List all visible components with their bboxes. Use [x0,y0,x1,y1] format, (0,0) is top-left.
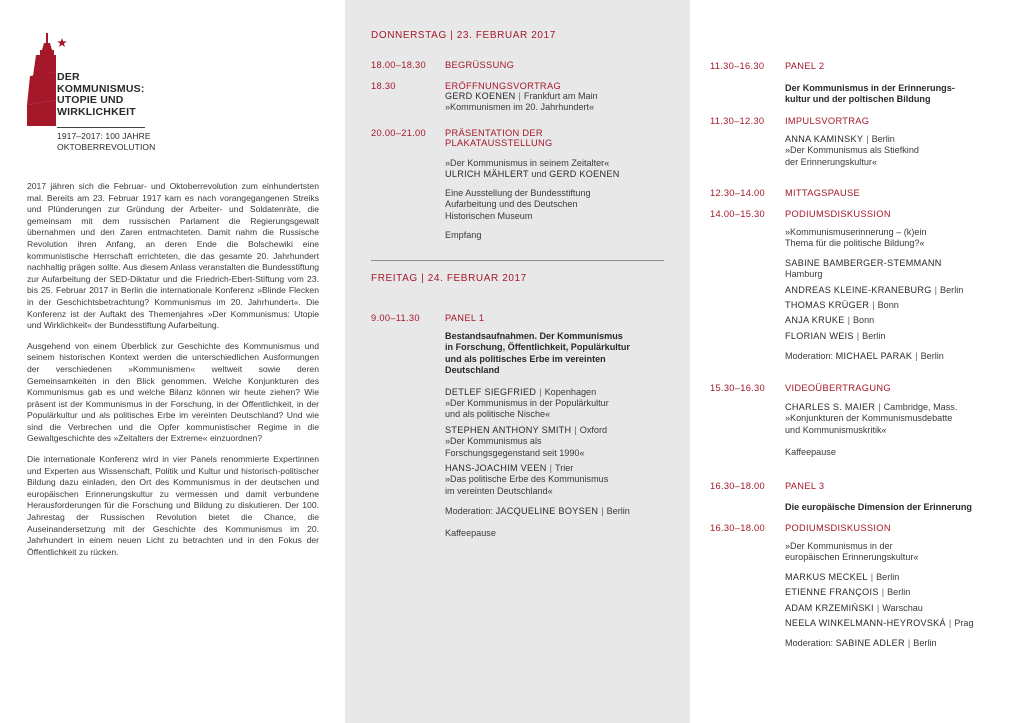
speaker-place: Kopenhagen [544,386,597,397]
panelist-place: Berlin [887,587,911,598]
exhibition-desc: Eine Ausstellung der Bundesstiftung [445,187,591,198]
panelist-place: Bonn [877,300,899,311]
event-title: IMPULSVORTRAG [785,116,870,126]
event-title: PANEL 3 [785,481,825,491]
talk-title: Thema für die politische Bildung?« [785,238,925,249]
speaker-place: Oxford [579,424,608,435]
moderator-place: Berlin [913,638,937,649]
event-title: PLAKATAUSSTELLUNG [445,138,553,148]
intro-paragraph-2: Ausgehend von einem Überblick zur Geschichte des Kommunismus und seinem historischen Kontext werden die unterschiedlichen Ausformungen der verschiedenen »Kommunismen« weltweit sowie deren Gemeinsamkeiten in den Blick genommen. Welche Konjunkturen des Kommunismus gab es und welche Bilanz können wir heute ziehen? Wie präsent ist der Kommunismus in der Forschung, in der Öffentlichkeit, in der Populärkultur und als politisches Erbe im vereinten Deutschland? Und wie sind die Verbrechen und die Opfer kommunistischer Regime in die Gewaltgeschichte des »Zeitalters der Extreme« einzuordnen? [27,340,319,444]
thursday-header: DONNERSTAG | 23. FEBRUAR 2017 [371,30,556,41]
talk-title: »Kommunismen im 20. Jahrhundert« [445,102,595,113]
panel-topic: Die europäische Dimension der Erinnerung [785,502,972,512]
speaker-name: CHARLES S. MAIER [785,402,876,412]
panel-topic: Deutschland [445,365,500,376]
event-time: 20.00–21.00 [371,128,427,138]
speaker-name: GERD KOENEN [549,169,620,180]
event-title: VIDEOÜBERTRAGUNG [785,383,891,393]
panelist-name: NEELA WINKELMANN-HEYROVSKÁ [785,618,946,629]
panelist-name: THOMAS KRÜGER [785,300,870,311]
exhibition-desc: Historischen Museum [445,210,533,221]
panelist-name: SABINE BAMBERGER-STEMMANN [785,257,942,268]
intro-paragraph-3: Die internationale Konferenz wird in vier Panels renommierte Expertinnen und Experten aus Wissenschaft, Politik und Kultur und historisch-politischer Bildung dazu einladen, den Ort des Kommunismus in der deutschen und europäischen Erinnerungskultur zu vermessen und damit verbundene Herausforderungen für die Forschung und Bildung zu diskutieren. Der 100. Jahrestag der Russischen Revolution bietet die Chance, die Auseinandersetzung mit der Geschichte des Kommunismus im 20. Jahrhundert in einem neuen Licht zu betrachten und in den Fokus der Öffentlichkeit zu rücken. [27,454,319,557]
panelist-place: Berlin [876,571,900,582]
impulse-lecture: IMPULSVORTRAG ANNA KAMINSKY | Berlin »Der Kommunismus als Stiefkind der Erinnerungskultur« [785,116,1015,168]
talk-title: Forschungsgegenstand seit 1990« [445,447,585,458]
moderation-label: Moderation: [785,351,834,362]
talk-title: »Der Kommunismus in der [785,541,893,551]
event-title: BEGRÜSSUNG [445,60,515,70]
panel-topic: Bestandsaufnahmen. Der Kommunismus [445,331,623,341]
panel-topic: Der Kommunismus in der Erinnerungs- [785,83,955,93]
reception: Empfang [445,230,482,241]
panel-discussion-1: PODIUMSDISKUSSION »Kommunismuserinnerung – (k)ein Thema für die politische Bildung?« SABINE BAMBERGER-STEMMANN Hamburg ANDREAS KLEINE-KRANEBURG | Berlin THOMAS KRÜGER | Bonn ANJA KRUKE | Bonn FLORIAN WEIS | Berlin Moderation: MICHAEL PARAK | Berlin [785,209,1015,363]
event-title: PANEL 1 [445,313,485,323]
talk-title: und als politische Nische« [445,409,551,420]
day-divider [371,260,664,261]
friday-header: FREITAG | 24. FEBRUAR 2017 [371,273,527,284]
panelist-place: Hamburg [785,269,823,280]
speaker-name: ANNA KAMINSKY [785,134,864,144]
video-broadcast: VIDEOÜBERTRAGUNG CHARLES S. MAIER | Cambridge, Mass. »Konjunkturen der Kommunismusdebatte und Kommunismuskritik« Kaffeepause [785,383,1015,459]
moderator-place: Berlin [606,506,630,517]
talk-title: »Der Kommunismus als Stiefkind [785,145,919,156]
talk-title: und Kommunismuskritik« [785,424,887,435]
event-time: 18.00–18.30 [371,60,427,70]
event-time: 9.00–11.30 [371,313,420,323]
panelist-place: Berlin [862,330,886,341]
talk-title: »Konjunkturen der Kommunismusdebatte [785,413,953,424]
speaker-name: DETLEF SIEGFRIED [445,386,537,397]
speaker-name: HANS-JOACHIM VEEN [445,463,547,474]
event-title: PODIUMSDISKUSSION [785,209,891,219]
exhibition-title: »Der Kommunismus in seinem Zeitalter« [445,158,610,168]
schedule-column-right [690,0,1024,723]
event-time: 15.30–16.30 [710,383,766,393]
poster-exhibition: PRÄSENTATION DER PLAKATAUSSTELLUNG »Der Kommunismus in seinem Zeitalter« ULRICH MÄHLERT und GERD KOENEN Eine Ausstellung der Bundesstiftung Aufarbeitung und des Deutschen Historischen Museum Empfang [445,128,685,241]
talk-title: »Das politische Erbe des Kommunismus [445,474,609,485]
moderation-label: Moderation: [445,506,494,517]
talk-title: »Kommunismuserinnerung – (k)ein [785,227,927,237]
logo-title: DER KOMMUNISMUS: UTOPIE UND WIRKLICHKEIT [57,71,145,118]
opening-lecture: ERÖFFNUNGSVORTRAG GERD KOENEN | Frankfurt am Main »Kommunismen im 20. Jahrhundert« [445,81,685,114]
event-time: 16.30–18.00 [710,481,766,491]
schedule-column-middle [345,0,690,723]
event-title: PODIUMSDISKUSSION [785,523,891,533]
speaker-name: STEPHEN ANTHONY SMITH [445,424,572,435]
panelist-place: Berlin [940,284,964,295]
talk-title: »Der Kommunismus als [445,436,542,447]
logo-subtitle: 1917–2017: 100 JAHRE OKTOBERREVOLUTION [57,131,156,152]
panelist-place: Prag [954,618,974,629]
speaker-place: Cambridge, Mass. [883,402,958,412]
panel-topic: und als politisches Erbe im vereinten [445,353,606,364]
event-time: 16.30–18.00 [710,523,766,533]
panel-discussion-2: PODIUMSDISKUSSION »Der Kommunismus in der europäischen Erinnerungskultur« MARKUS MECKEL | Berlin ETIENNE FRANÇOIS | Berlin ADAM KRZEMIŃSKI | Warschau NEELA WINKELMANN-HEYROVSKÁ | Prag Moderation: SABINE ADLER | Berlin [785,523,1020,650]
moderator-name: MICHAEL PARAK [835,351,913,362]
event-time: 11.30–16.30 [710,61,765,71]
talk-title: »Der Kommunismus in der Populärkultur [445,398,609,409]
panel-2-topic [785,83,1015,106]
intro-text [27,181,319,558]
panel-topic: kultur und der poltischen Bildung [785,94,931,105]
panelist-place: Bonn [852,315,875,326]
logo-divider [57,127,145,128]
coffee-break: Kaffeepause [445,527,496,538]
moderator-name: SABINE ADLER [835,638,905,649]
talk-title: der Erinnerungskultur« [785,156,877,167]
event-title: MITTAGSPAUSE [785,188,861,198]
speaker-name: GERD KOENEN [445,91,516,101]
talk-title: im vereinten Deutschland« [445,485,553,496]
panelist-name: FLORIAN WEIS [785,330,854,341]
panelist-place: Warschau [882,602,923,613]
exhibition-desc: Aufarbeitung und des Deutschen [445,199,578,210]
panel-topic: in Forschung, Öffentlichkeit, Populärkultur [445,342,630,353]
panelist-name: ANDREAS KLEINE-KRANEBURG [785,284,932,295]
talk-title: europäischen Erinnerungskultur« [785,552,919,563]
event-time: 18.30 [371,81,396,91]
intro-paragraph-1: 2017 jähren sich die Februar- und Oktoberrevolution zum einhundertsten mal. Bereits am 23. Februar 1917 kam es nach vorangegangenen Streiks und Plünderungen zur Gründung der Arbeiter- und Soldatenräte, die gemeinsam mit dem russischen Parlament die Regierungsgewalt übernahmen und den Zaren entmachteten. Damit nahm die Russische Revolution ihren Anfang, an deren Ende die Bolschewiki eine kommunistische Herrschaft errichteten, die das gesamte 20. Jahrhundert nachhaltig prägen sollte. Aus diesem Anlass veranstalten die Bundesstiftung zur Aufarbeitung der SED-Diktatur und die Friedrich-Ebert-Stiftung vom 23. bis 25. Februar 2017 in Berlin die internationale Konferenz »Blinde Flecken in der Geschichtsbetrachtung? Kommunismus im 20. Jahrhundert«. Die Konferenz ist der Auftakt des Themenjahres »Der Kommunismus: Utopie und Wirklichkeit« der Bundesstiftung Aufarbeitung. [27,181,319,331]
event-title: PANEL 2 [785,61,825,71]
coffee-break: Kaffeepause [785,447,836,458]
moderator-name: JACQUELINE BOYSEN [495,506,599,517]
panel-1: PANEL 1 Bestandsaufnahmen. Der Kommunismus in Forschung, Öffentlichkeit, Populärkultur und als politisches Erbe im vereinten Deutschland DETLEF SIEGFRIED | Kopenhagen »Der Kommunismus in der Populärkultur und als politische Nische« STEPHEN ANTHONY SMITH | Oxford »Der Kommunismus als Forschungsgegenstand seit 1990« HANS-JOACHIM VEEN | Trier »Das politische Erbe des Kommunismus im vereinten Deutschland« Moderation: JACQUELINE BOYSEN | Berlin Kaffeepause [445,313,685,539]
event-time: 12.30–14.00 [710,188,766,198]
panelist-name: ETIENNE FRANÇOIS [785,587,879,598]
event-time: 14.00–15.30 [710,209,766,219]
intro-column [0,0,345,723]
event-time: 11.30–12.30 [710,116,765,126]
panelist-name: MARKUS MECKEL [785,571,868,582]
speaker-place: Trier [554,463,574,474]
moderator-place: Berlin [920,351,944,362]
speaker-place: Frankfurt am Main [523,91,598,101]
speaker-name: ULRICH MÄHLERT [445,169,529,180]
panelist-name: ANJA KRUKE [785,315,845,326]
event-title: PRÄSENTATION DER [445,128,543,138]
moderation-label: Moderation: [785,638,834,649]
panelist-name: ADAM KRZEMIŃSKI [785,602,874,613]
speaker-place: Berlin [871,134,895,144]
event-title: ERÖFFNUNGSVORTRAG [445,81,561,91]
